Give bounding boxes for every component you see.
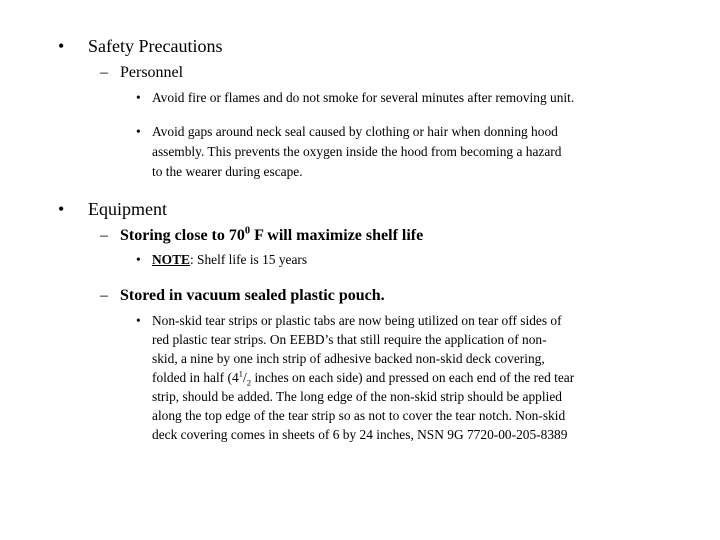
subscript: 2 (246, 377, 252, 388)
bullet: • (136, 124, 141, 139)
bullet: • (136, 252, 141, 267)
dash: – (100, 287, 108, 304)
text-line: red plastic tear strips. On EEBD’s that still require the application of non- (152, 332, 547, 347)
text-line: along the top edge of the tear strip so as not to cover the tear notch. Non-skid (152, 408, 566, 423)
heading-safety-precautions: Safety Precautions (88, 36, 223, 56)
bullet: • (58, 199, 65, 219)
text-line: Avoid fire or flames and do not smoke for several minutes after removing unit. (152, 90, 575, 105)
text-line: skid, a nine by one inch strip of adhesive backed non-skid deck covering, (152, 351, 545, 366)
text: / (243, 370, 247, 385)
text-line: Avoid gaps around neck seal caused by clothing or hair when donning hood (152, 124, 558, 139)
text-line: deck covering comes in sheets of 6 by 24 inches, NSN 9G 7720-00-205-8389 (152, 427, 568, 442)
item-avoid-fire (152, 88, 574, 108)
subheading-personnel: Personnel (120, 64, 184, 81)
note (152, 250, 307, 270)
item-non-skid (152, 311, 574, 444)
text: folded in half (4 (152, 370, 239, 385)
item-avoid-gaps (152, 122, 561, 182)
bullet: • (58, 36, 65, 56)
text: F will maximize shelf life (250, 227, 424, 244)
note-text: : Shelf life is 15 years (189, 252, 308, 267)
text-line: assembly. This prevents the oxygen inside the hood from becoming a hazard (152, 144, 562, 159)
bullet: • (136, 313, 141, 328)
text-line: Non-skid tear strips or plastic tabs are now being utilized on tear off sides of (152, 313, 562, 328)
text-line: to the wearer during escape. (152, 164, 303, 179)
note-label: NOTE (152, 252, 190, 267)
text: inches on each side) and pressed on each end of the red tear (251, 370, 575, 385)
text-line: strip, should be added. The long edge of the non-skid strip should be applied (152, 389, 562, 404)
subheading-stored: Stored in vacuum sealed plastic pouch. (120, 287, 385, 304)
heading-equipment: Equipment (88, 199, 167, 219)
text: Storing close to 70 (120, 227, 245, 244)
text-line (152, 368, 574, 387)
superscript: 1 (238, 368, 243, 379)
dash: – (100, 227, 108, 244)
superscript: 0 (244, 225, 251, 237)
subheading-storing (120, 227, 423, 245)
bullet: • (136, 90, 141, 105)
dash: – (100, 64, 108, 81)
